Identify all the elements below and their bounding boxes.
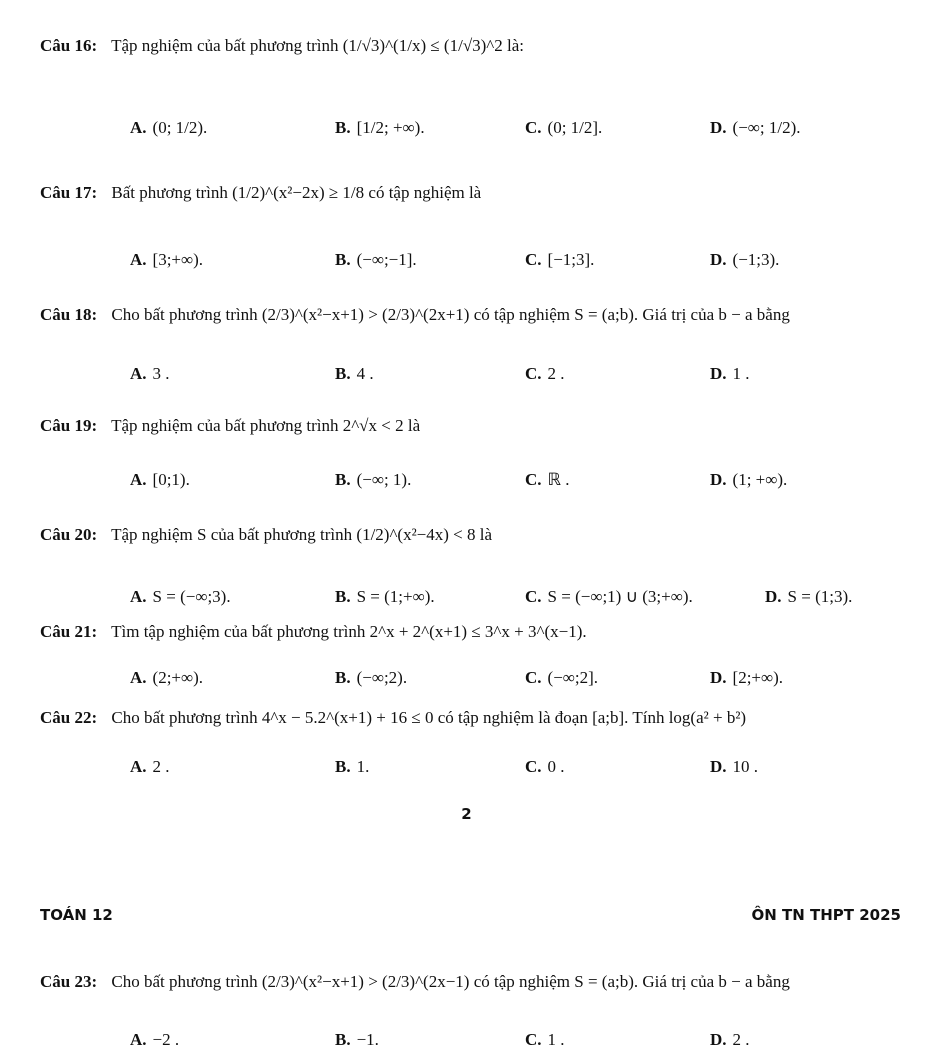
question-23	[40, 972, 910, 992]
question-21	[40, 622, 910, 642]
question-stem: Cho bất phương trình (2/3)^(x²−x+1) > (2/3)^(2x+1) có tập nghiệm S = (a;b). Giá trị của b − a bằng	[111, 305, 790, 324]
question-stem: Bất phương trình (1/2)^(x²−2x) ≥ 1/8 có tập nghiệm là	[111, 183, 482, 202]
question-stem: Cho bất phương trình 4^x − 5.2^(x+1) + 16 ≤ 0 có tập nghiệm là đoạn [a;b]. Tính log(a² + b²)	[111, 708, 747, 727]
question-17	[40, 183, 910, 203]
option-a[interactable]: A. (0; 1/2).	[130, 118, 208, 137]
option-c[interactable]: C. (−∞;2].	[525, 668, 599, 687]
option-b[interactable]: B. (−∞; 1).	[335, 470, 412, 489]
options-18	[0, 364, 933, 394]
option-a[interactable]: A. [3;+∞).	[130, 250, 204, 269]
options-19	[0, 470, 933, 500]
option-c[interactable]: C. [−1;3].	[525, 250, 595, 269]
option-c[interactable]: C. (0; 1/2].	[525, 118, 603, 137]
option-a[interactable]: A. 3 .	[130, 364, 170, 383]
option-a[interactable]: A. (2;+∞).	[130, 668, 204, 687]
question-18	[40, 305, 910, 325]
question-stem: Tìm tập nghiệm của bất phương trình 2^x + 2^(x+1) ≤ 3^x + 3^(x−1).	[111, 622, 587, 641]
question-label: Câu 17:	[40, 183, 98, 202]
options-23	[0, 1030, 933, 1059]
question-label: Câu 23:	[40, 972, 98, 991]
option-c[interactable]: C. ℝ .	[525, 470, 570, 489]
options-17	[0, 250, 933, 280]
option-b[interactable]: B. 4 .	[335, 364, 374, 383]
option-b[interactable]: B. 1.	[335, 757, 370, 776]
option-a[interactable]: A. [0;1).	[130, 470, 190, 489]
options-20	[0, 587, 933, 617]
option-c[interactable]: C. 1 .	[525, 1030, 565, 1049]
option-d[interactable]: D. 1 .	[710, 364, 750, 383]
question-stem: Tập nghiệm của bất phương trình 2^√x < 2 là	[111, 416, 421, 435]
options-16	[0, 118, 933, 148]
options-21	[0, 668, 933, 698]
question-stem: Cho bất phương trình (2/3)^(x²−x+1) > (2/3)^(2x−1) có tập nghiệm S = (a;b). Giá trị của b − a bằng	[111, 972, 790, 991]
option-b[interactable]: B. (−∞;−1].	[335, 250, 417, 269]
header-subject: TOÁN 12	[40, 906, 113, 924]
option-b[interactable]: B. S = (1;+∞).	[335, 587, 435, 606]
question-label: Câu 20:	[40, 525, 98, 544]
question-label: Câu 19:	[40, 416, 98, 435]
option-d[interactable]: D. [2;+∞).	[710, 668, 784, 687]
question-stem: Tập nghiệm S của bất phương trình (1/2)^(x²−4x) < 8 là	[111, 525, 493, 544]
option-a[interactable]: A. S = (−∞;3).	[130, 587, 231, 606]
option-a[interactable]: A. −2 .	[130, 1030, 180, 1049]
question-stem: Tập nghiệm của bất phương trình (1/√3)^(1/x) ≤ (1/√3)^2 là:	[111, 36, 525, 55]
question-label: Câu 22:	[40, 708, 98, 727]
question-label: Câu 16:	[40, 36, 98, 55]
question-label: Câu 18:	[40, 305, 98, 324]
option-b[interactable]: B. (−∞;2).	[335, 668, 408, 687]
options-22	[0, 757, 933, 787]
option-c[interactable]: C. 2 .	[525, 364, 565, 383]
question-22	[40, 708, 910, 728]
option-c[interactable]: C. 0 .	[525, 757, 565, 776]
option-d[interactable]: D. (−∞; 1/2).	[710, 118, 801, 137]
option-c[interactable]: C. S = (−∞;1) ∪ (3;+∞).	[525, 587, 693, 606]
option-a[interactable]: A. 2 .	[130, 757, 170, 776]
question-19	[40, 416, 910, 436]
header-exam: ÔN TN THPT 2025	[751, 906, 901, 924]
option-d[interactable]: D. 10 .	[710, 757, 759, 776]
page-number: 2	[461, 805, 472, 823]
question-label: Câu 21:	[40, 622, 98, 641]
option-d[interactable]: D. S = (1;3).	[765, 587, 853, 606]
option-d[interactable]: D. 2 .	[710, 1030, 750, 1049]
question-16	[40, 36, 910, 56]
option-d[interactable]: D. (1; +∞).	[710, 470, 788, 489]
option-b[interactable]: B. −1.	[335, 1030, 379, 1049]
option-d[interactable]: D. (−1;3).	[710, 250, 780, 269]
question-20	[40, 525, 910, 545]
option-b[interactable]: B. [1/2; +∞).	[335, 118, 425, 137]
